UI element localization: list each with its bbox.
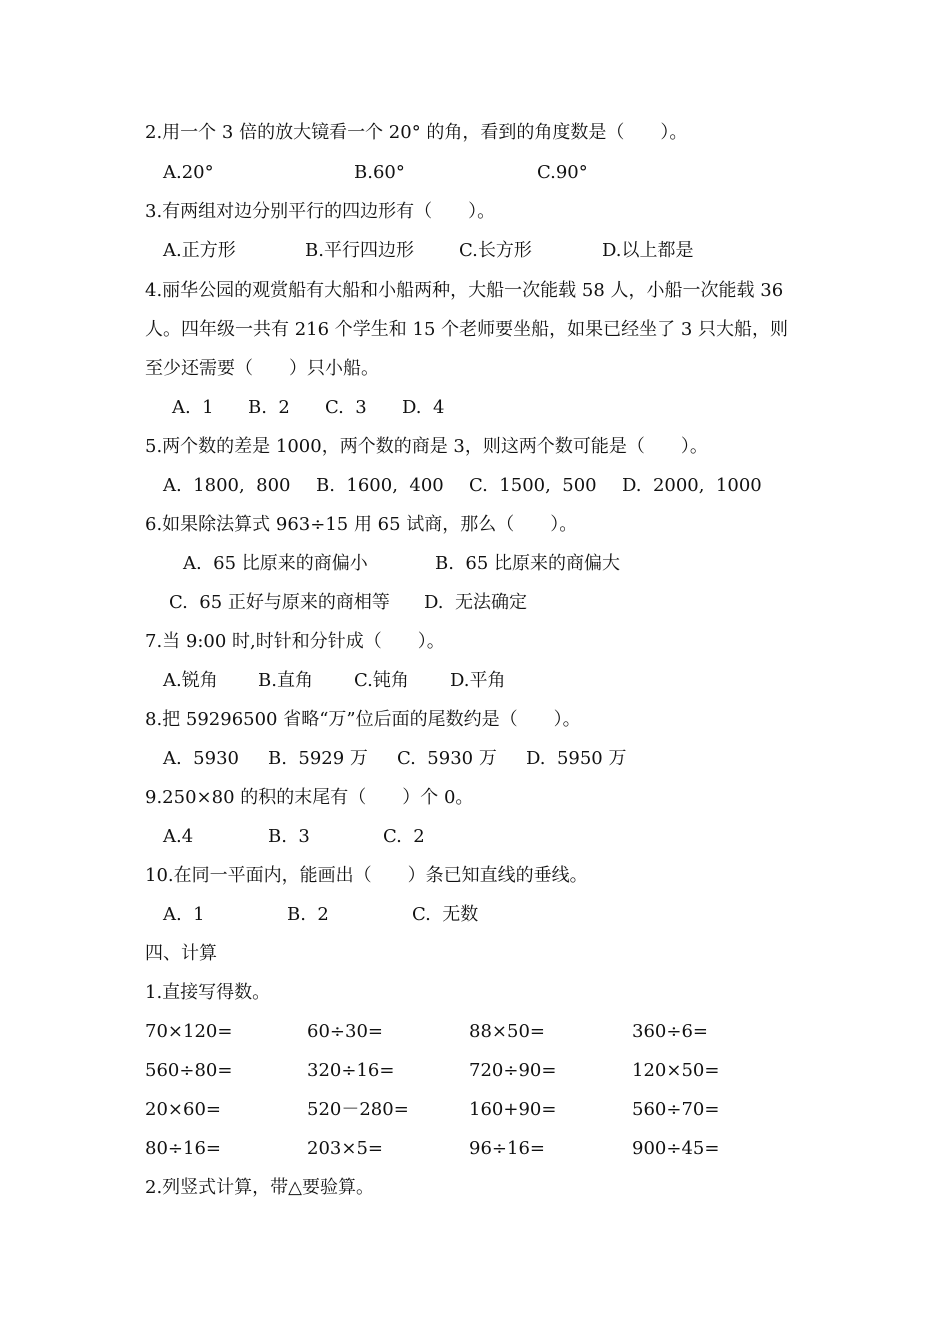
section-4-sub-2: 2.列竖式计算，带△要验算。	[145, 1177, 375, 1198]
question-6-option-a: A. 65 比原来的商偏小	[183, 553, 368, 574]
question-7-option-a: A.锐角	[163, 670, 218, 691]
question-6-option-c: C. 65 正好与原来的商相等	[169, 592, 390, 613]
mental-math-item: 20×60=	[145, 1099, 221, 1120]
question-3-option-a: A.正方形	[163, 240, 236, 261]
question-7-stem: 7.当 9:00 时,时针和分针成（ ）。	[145, 631, 445, 652]
question-6-option-b: B. 65 比原来的商偏大	[435, 553, 621, 574]
question-3-option-d: D.以上都是	[602, 240, 694, 261]
mental-math-item: 70×120=	[145, 1021, 233, 1042]
question-4-stem-line-2: 人。四年级一共有 216 个学生和 15 个老师要坐船，如果已经坐了 3 只大船，则	[145, 319, 789, 340]
question-3-option-c: C.长方形	[459, 240, 532, 261]
question-4-option-b: B. 2	[248, 397, 290, 418]
question-7-option-b: B.直角	[258, 670, 313, 691]
question-6-stem: 6.如果除法算式 963÷15 用 65 试商，那么（ ）。	[145, 514, 578, 535]
question-7-option-c: C.钝角	[354, 670, 409, 691]
question-4-stem-line-3: 至少还需要（ ）只小船。	[145, 358, 379, 379]
question-8-option-b: B. 5929 万	[268, 748, 368, 769]
question-9-stem: 9.250×80 的积的末尾有（ ）个 0。	[145, 787, 474, 808]
mental-math-item: 120×50=	[632, 1060, 720, 1081]
question-4-option-c: C. 3	[325, 397, 367, 418]
question-2-stem: 2.用一个 3 倍的放大镜看一个 20° 的角，看到的角度数是（ ）。	[145, 122, 688, 143]
question-4-option-a: A. 1	[172, 397, 214, 418]
question-10-option-b: B. 2	[287, 904, 329, 925]
question-2-option-b: B.60°	[354, 162, 405, 183]
question-4-option-d: D. 4	[402, 397, 445, 418]
question-9-option-b: B. 3	[268, 826, 310, 847]
question-9-option-a: A.4	[163, 826, 194, 847]
mental-math-item: 160+90=	[469, 1099, 557, 1120]
question-7-option-d: D.平角	[450, 670, 506, 691]
question-4-stem-line-1: 4.丽华公园的观赏船有大船和小船两种，大船一次能载 58 人，小船一次能载 36	[145, 280, 784, 301]
mental-math-item: 560÷70=	[632, 1099, 720, 1120]
mental-math-item: 88×50=	[469, 1021, 545, 1042]
mental-math-item: 720÷90=	[469, 1060, 557, 1081]
mental-math-item: 60÷30=	[307, 1021, 383, 1042]
mental-math-item: 520－280=	[307, 1099, 409, 1120]
question-9-option-c: C. 2	[383, 826, 425, 847]
question-10-option-a: A. 1	[163, 904, 205, 925]
mental-math-item: 80÷16=	[145, 1138, 221, 1159]
question-5-stem: 5.两个数的差是 1000，两个数的商是 3，则这两个数可能是（ ）。	[145, 436, 708, 457]
question-3-stem: 3.有两组对边分别平行的四边形有（ ）。	[145, 201, 496, 222]
mental-math-item: 320÷16=	[307, 1060, 395, 1081]
mental-math-item: 900÷45=	[632, 1138, 720, 1159]
mental-math-item: 560÷80=	[145, 1060, 233, 1081]
question-10-stem: 10.在同一平面内，能画出（ ）条已知直线的垂线。	[145, 865, 588, 886]
question-5-option-b: B. 1600, 400	[316, 475, 444, 496]
question-8-option-c: C. 5930 万	[397, 748, 497, 769]
question-3-option-b: B.平行四边形	[305, 240, 414, 261]
question-10-option-c: C. 无数	[412, 904, 479, 925]
question-8-stem: 8.把 59296500 省略“万”位后面的尾数约是（ ）。	[145, 709, 581, 730]
section-4-sub-1: 1.直接写得数。	[145, 982, 271, 1003]
question-5-option-d: D. 2000, 1000	[622, 475, 762, 496]
question-2-option-a: A.20°	[163, 162, 214, 183]
question-2-option-c: C.90°	[537, 162, 588, 183]
question-5-option-c: C. 1500, 500	[469, 475, 597, 496]
question-8-option-a: A. 5930	[163, 748, 239, 769]
question-5-option-a: A. 1800, 800	[163, 475, 291, 496]
section-4-heading: 四、计算	[145, 943, 217, 964]
mental-math-item: 203×5=	[307, 1138, 383, 1159]
mental-math-item: 96÷16=	[469, 1138, 545, 1159]
question-6-option-d: D. 无法确定	[424, 592, 527, 613]
mental-math-item: 360÷6=	[632, 1021, 708, 1042]
question-8-option-d: D. 5950 万	[526, 748, 627, 769]
